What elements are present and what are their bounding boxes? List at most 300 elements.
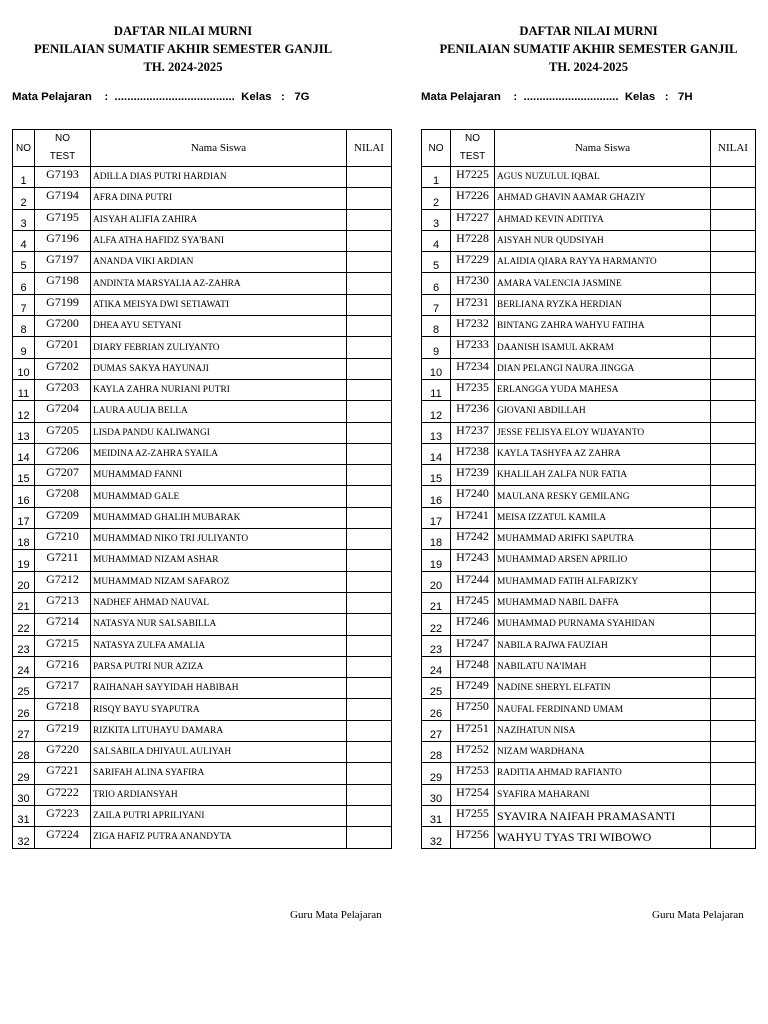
test-number: G7198 — [35, 273, 91, 294]
test-number: G7218 — [35, 699, 91, 720]
table-row — [422, 592, 756, 613]
test-number: H7231 — [451, 294, 495, 315]
grade-table — [421, 129, 756, 849]
test-number: H7236 — [451, 401, 495, 422]
row-number: 25 — [13, 678, 35, 699]
student-name: JESSE FELISYA ELOY WIJAYANTO — [495, 422, 711, 443]
row-number: 26 — [13, 699, 35, 720]
grade-cell[interactable] — [347, 252, 392, 273]
table-row — [13, 273, 392, 294]
table-row — [13, 805, 392, 826]
row-number: 10 — [13, 358, 35, 379]
grade-cell[interactable] — [347, 167, 392, 188]
grade-cell[interactable] — [347, 507, 392, 528]
table-row — [422, 294, 756, 315]
grade-cell[interactable] — [347, 678, 392, 699]
table-row — [422, 379, 756, 400]
student-name: RISQY BAYU SYAPUTRA — [91, 699, 347, 720]
table-row — [422, 529, 756, 550]
row-number: 14 — [422, 443, 451, 464]
student-name: MUHAMMAD FATIH ALFARIZKY — [495, 571, 711, 592]
grade-cell[interactable] — [711, 273, 756, 294]
row-number: 18 — [13, 529, 35, 550]
student-name: SARIFAH ALINA SYAFIRA — [91, 763, 347, 784]
grade-cell[interactable] — [347, 784, 392, 805]
student-name: MEISA IZZATUL KAMILA — [495, 507, 711, 528]
grade-cell[interactable] — [347, 294, 392, 315]
header-no: NO — [422, 130, 451, 167]
table-row — [13, 614, 392, 635]
row-number: 3 — [13, 209, 35, 230]
student-name: AFRA DINA PUTRI — [91, 188, 347, 209]
row-number: 5 — [13, 252, 35, 273]
row-number: 21 — [422, 592, 451, 613]
row-number: 20 — [13, 571, 35, 592]
grade-cell[interactable] — [347, 529, 392, 550]
table-row — [422, 465, 756, 486]
student-name: DAANISH ISAMUL AKRAM — [495, 337, 711, 358]
student-name: MUHAMMAD ARIFKI SAPUTRA — [495, 529, 711, 550]
document-subtitle: PENILAIAN SUMATIF AKHIR SEMESTER GANJIL — [33, 42, 333, 56]
academic-year: TH. 2024-2025 — [548, 60, 629, 74]
grade-cell[interactable] — [347, 656, 392, 677]
student-name: WAHYU TYAS TRI WIBOWO — [495, 827, 711, 848]
student-name: MEIDINA AZ-ZAHRA SYAILA — [91, 443, 347, 464]
table-row — [13, 230, 392, 251]
grade-cell[interactable] — [347, 230, 392, 251]
grade-cell[interactable] — [711, 379, 756, 400]
row-number: 11 — [422, 379, 451, 400]
table-row — [422, 507, 756, 528]
student-name: AISYAH ALIFIA ZAHIRA — [91, 209, 347, 230]
row-number: 19 — [13, 550, 35, 571]
student-name: MUHAMMAD NIZAM SAFAROZ — [91, 571, 347, 592]
grade-cell[interactable] — [711, 763, 756, 784]
student-name: GIOVANI ABDILLAH — [495, 401, 711, 422]
test-number: H7251 — [451, 720, 495, 741]
test-number: G7199 — [35, 294, 91, 315]
test-number: G7224 — [35, 827, 91, 848]
student-name: NIZAM WARDHANA — [495, 742, 711, 763]
student-name: ADILLA DIAS PUTRI HARDIAN — [91, 167, 347, 188]
table-row — [422, 784, 756, 805]
test-number: G7215 — [35, 635, 91, 656]
student-name: DUMAS SAKYA HAYUNAJI — [91, 358, 347, 379]
grade-cell[interactable] — [347, 763, 392, 784]
class-7h-panel — [421, 22, 756, 848]
table-row — [422, 422, 756, 443]
grade-cell[interactable] — [347, 316, 392, 337]
test-number: H7225 — [451, 167, 495, 188]
table-row — [13, 742, 392, 763]
grade-cell[interactable] — [347, 614, 392, 635]
test-number: H7256 — [451, 827, 495, 848]
table-row — [13, 358, 392, 379]
student-name: NATASYA ZULFA AMALIA — [91, 635, 347, 656]
table-row — [13, 316, 392, 337]
test-number: H7240 — [451, 486, 495, 507]
student-name: RIZKITA LITUHAYU DAMARA — [91, 720, 347, 741]
row-number: 9 — [422, 337, 451, 358]
student-name: RAIHANAH SAYYIDAH HABIBAH — [91, 678, 347, 699]
test-number: H7228 — [451, 230, 495, 251]
grade-cell[interactable] — [711, 230, 756, 251]
test-number: H7246 — [451, 614, 495, 635]
table-row — [13, 699, 392, 720]
test-number: H7253 — [451, 763, 495, 784]
row-number: 28 — [13, 742, 35, 763]
table-row — [422, 167, 756, 188]
table-row — [13, 784, 392, 805]
row-number: 11 — [13, 379, 35, 400]
student-name: NADINE SHERYL ELFATIN — [495, 678, 711, 699]
row-number: 15 — [13, 465, 35, 486]
student-name: AGUS NUZULUL IQBAL — [495, 167, 711, 188]
test-number: G7209 — [35, 507, 91, 528]
row-number: 14 — [13, 443, 35, 464]
row-number: 4 — [422, 230, 451, 251]
student-name: ALAIDIA QIARA RAYYA HARMANTO — [495, 252, 711, 273]
test-number: G7212 — [35, 571, 91, 592]
test-number: G7220 — [35, 742, 91, 763]
table-header-row — [13, 130, 392, 167]
table-row — [13, 720, 392, 741]
table-row — [13, 507, 392, 528]
row-number: 18 — [422, 529, 451, 550]
grade-cell[interactable] — [711, 529, 756, 550]
row-number: 5 — [422, 252, 451, 273]
test-number: H7238 — [451, 443, 495, 464]
row-number: 17 — [422, 507, 451, 528]
document-subtitle: PENILAIAN SUMATIF AKHIR SEMESTER GANJIL — [439, 42, 738, 56]
test-number: H7245 — [451, 592, 495, 613]
table-row — [422, 273, 756, 294]
student-name: MUHAMMAD GHALIH MUBARAK — [91, 507, 347, 528]
table-row — [13, 294, 392, 315]
header-no-test: NO TEST — [35, 130, 91, 167]
table-row — [13, 486, 392, 507]
row-number: 12 — [422, 401, 451, 422]
grade-cell[interactable] — [347, 465, 392, 486]
test-number: H7230 — [451, 273, 495, 294]
row-number: 31 — [422, 805, 451, 826]
test-number: H7249 — [451, 678, 495, 699]
table-row — [422, 443, 756, 464]
grade-cell[interactable] — [711, 635, 756, 656]
grade-cell[interactable] — [711, 167, 756, 188]
document-title: DAFTAR NILAI MURNI — [519, 24, 658, 38]
student-name: BINTANG ZAHRA WAHYU FATIHA — [495, 316, 711, 337]
row-number: 24 — [422, 656, 451, 677]
grade-cell[interactable] — [711, 699, 756, 720]
grade-cell[interactable] — [711, 678, 756, 699]
student-name: ERLANGGA YUDA MAHESA — [495, 379, 711, 400]
row-number: 7 — [422, 294, 451, 315]
table-row — [422, 827, 756, 848]
grade-cell[interactable] — [347, 592, 392, 613]
test-number: G7208 — [35, 486, 91, 507]
student-name: AISYAH NUR QUDSIYAH — [495, 230, 711, 251]
table-row — [13, 422, 392, 443]
table-row — [422, 699, 756, 720]
grade-cell[interactable] — [347, 635, 392, 656]
test-number: H7241 — [451, 507, 495, 528]
test-number: G7203 — [35, 379, 91, 400]
grade-cell[interactable] — [347, 486, 392, 507]
student-name: NATASYA NUR SALSABILLA — [91, 614, 347, 635]
row-number: 32 — [13, 827, 35, 848]
header-no: NO — [13, 130, 35, 167]
table-row — [13, 252, 392, 273]
table-row — [422, 230, 756, 251]
test-number: H7247 — [451, 635, 495, 656]
grade-cell[interactable] — [347, 337, 392, 358]
table-row — [422, 742, 756, 763]
test-number: H7250 — [451, 699, 495, 720]
grade-cell[interactable] — [347, 742, 392, 763]
grade-cell[interactable] — [711, 337, 756, 358]
row-number: 9 — [13, 337, 35, 358]
test-number: H7235 — [451, 379, 495, 400]
student-name: LISDA PANDU KALIWANGI — [91, 422, 347, 443]
class-7g-panel — [12, 22, 384, 848]
test-number: H7232 — [451, 316, 495, 337]
grade-cell[interactable] — [711, 614, 756, 635]
row-number: 8 — [13, 316, 35, 337]
grade-cell[interactable] — [347, 550, 392, 571]
grade-cell[interactable] — [347, 699, 392, 720]
student-name: KAYLA TASHYFA AZ ZAHRA — [495, 443, 711, 464]
test-number: H7244 — [451, 571, 495, 592]
row-number: 22 — [422, 614, 451, 635]
test-number: H7252 — [451, 742, 495, 763]
grade-cell[interactable] — [711, 720, 756, 741]
table-row — [422, 614, 756, 635]
table-row — [13, 465, 392, 486]
row-number: 2 — [422, 188, 451, 209]
table-row — [13, 571, 392, 592]
grade-cell[interactable] — [711, 443, 756, 464]
table-row — [13, 379, 392, 400]
table-row — [422, 252, 756, 273]
table-row — [13, 337, 392, 358]
table-row — [422, 720, 756, 741]
header-grade: NILAI — [711, 130, 756, 167]
student-name: AMARA VALENCIA JASMINE — [495, 273, 711, 294]
grade-cell[interactable] — [711, 294, 756, 315]
grade-cell[interactable] — [347, 720, 392, 741]
row-number: 30 — [422, 784, 451, 805]
row-number: 27 — [422, 720, 451, 741]
table-row — [422, 550, 756, 571]
grade-cell[interactable] — [711, 486, 756, 507]
table-row — [13, 401, 392, 422]
grade-cell[interactable] — [347, 273, 392, 294]
student-name: MAULANA RESKY GEMILANG — [495, 486, 711, 507]
row-number: 10 — [422, 358, 451, 379]
academic-year: TH. 2024-2025 — [143, 60, 223, 74]
grade-cell[interactable] — [711, 656, 756, 677]
test-number: G7195 — [35, 209, 91, 230]
test-number: G7211 — [35, 550, 91, 571]
test-number: H7255 — [451, 805, 495, 826]
grade-cell[interactable] — [347, 209, 392, 230]
test-number: G7223 — [35, 805, 91, 826]
table-row — [422, 486, 756, 507]
test-number: G7214 — [35, 614, 91, 635]
student-name: KHALILAH ZALFA NUR FATIA — [495, 465, 711, 486]
table-row — [422, 656, 756, 677]
student-name: NABILA RAJWA FAUZIAH — [495, 635, 711, 656]
row-number: 3 — [422, 209, 451, 230]
header-no-test: NO TEST — [451, 130, 495, 167]
row-number: 6 — [13, 273, 35, 294]
grade-cell[interactable] — [711, 209, 756, 230]
row-number: 8 — [422, 316, 451, 337]
test-number: G7204 — [35, 401, 91, 422]
row-number: 13 — [13, 422, 35, 443]
grade-cell[interactable] — [347, 571, 392, 592]
table-row — [422, 358, 756, 379]
grade-cell[interactable] — [347, 401, 392, 422]
table-row — [13, 656, 392, 677]
grade-cell[interactable] — [347, 805, 392, 826]
table-row — [13, 209, 392, 230]
row-number: 22 — [13, 614, 35, 635]
table-row — [13, 550, 392, 571]
test-number: H7248 — [451, 656, 495, 677]
test-number: H7233 — [451, 337, 495, 358]
test-number: G7217 — [35, 678, 91, 699]
grade-cell[interactable] — [347, 379, 392, 400]
student-name: ZIGA HAFIZ PUTRA ANANDYTA — [91, 827, 347, 848]
student-name: MUHAMMAD ARSEN APRILIO — [495, 550, 711, 571]
grade-cell[interactable] — [711, 401, 756, 422]
student-name: RADITIA AHMAD RAFIANTO — [495, 763, 711, 784]
test-number: G7221 — [35, 763, 91, 784]
student-name: MUHAMMAD NIZAM ASHAR — [91, 550, 347, 571]
test-number: G7213 — [35, 592, 91, 613]
test-number: G7201 — [35, 337, 91, 358]
test-number: G7193 — [35, 167, 91, 188]
grade-cell[interactable] — [711, 252, 756, 273]
test-number: G7222 — [35, 784, 91, 805]
grade-cell[interactable] — [711, 188, 756, 209]
test-number: H7226 — [451, 188, 495, 209]
grade-cell[interactable] — [711, 784, 756, 805]
grade-cell[interactable] — [347, 443, 392, 464]
student-name: SYAVIRA NAIFAH PRAMASANTI — [495, 805, 711, 826]
row-number: 23 — [422, 635, 451, 656]
student-name: DIARY FEBRIAN ZULIYANTO — [91, 337, 347, 358]
table-row — [422, 316, 756, 337]
grade-cell[interactable] — [347, 422, 392, 443]
header-grade: NILAI — [347, 130, 392, 167]
grade-cell[interactable] — [711, 507, 756, 528]
row-number: 31 — [13, 805, 35, 826]
row-number: 16 — [422, 486, 451, 507]
grade-cell[interactable] — [347, 188, 392, 209]
row-number: 6 — [422, 273, 451, 294]
row-number: 24 — [13, 656, 35, 677]
grade-cell[interactable] — [711, 805, 756, 826]
grade-cell[interactable] — [711, 742, 756, 763]
header-student-name: Nama Siswa — [91, 130, 347, 167]
student-name: NABILATU NA'IMAH — [495, 656, 711, 677]
student-name: MUHAMMAD FANNI — [91, 465, 347, 486]
test-number: H7229 — [451, 252, 495, 273]
table-row — [422, 763, 756, 784]
grade-cell[interactable] — [711, 827, 756, 848]
student-name: DHEA AYU SETYANI — [91, 316, 347, 337]
student-name: DIAN PELANGI NAURA JINGGA — [495, 358, 711, 379]
student-name: ANDINTA MARSYALIA AZ-ZAHRA — [91, 273, 347, 294]
row-number: 1 — [422, 167, 451, 188]
test-number: H7239 — [451, 465, 495, 486]
table-row — [422, 635, 756, 656]
teacher-signature-label: Guru Mata Pelajaran — [652, 909, 744, 921]
table-row — [13, 763, 392, 784]
grade-cell[interactable] — [347, 358, 392, 379]
table-row — [422, 337, 756, 358]
test-number: G7219 — [35, 720, 91, 741]
student-name: KAYLA ZAHRA NURIANI PUTRI — [91, 379, 347, 400]
row-number: 28 — [422, 742, 451, 763]
grade-cell[interactable] — [347, 827, 392, 848]
student-name: AHMAD GHAVIN AAMAR GHAZIY — [495, 188, 711, 209]
table-row — [13, 529, 392, 550]
student-name: SYAFIRA MAHARANI — [495, 784, 711, 805]
subject-class-line: Mata Pelajaran : .............................. Kelas : 7H — [421, 91, 693, 103]
grade-cell[interactable] — [711, 316, 756, 337]
grade-cell[interactable] — [711, 422, 756, 443]
table-row — [13, 635, 392, 656]
row-number: 23 — [13, 635, 35, 656]
test-number: G7196 — [35, 230, 91, 251]
row-number: 30 — [13, 784, 35, 805]
student-name: TRIO ARDIANSYAH — [91, 784, 347, 805]
table-row — [13, 678, 392, 699]
student-name: MUHAMMAD NIKO TRI JULIYANTO — [91, 529, 347, 550]
row-number: 4 — [13, 230, 35, 251]
table-row — [13, 443, 392, 464]
row-number: 17 — [13, 507, 35, 528]
test-number: G7200 — [35, 316, 91, 337]
grade-cell[interactable] — [711, 592, 756, 613]
student-name: BERLIANA RYZKA HERDIAN — [495, 294, 711, 315]
row-number: 16 — [13, 486, 35, 507]
test-number: H7243 — [451, 550, 495, 571]
grade-cell[interactable] — [711, 358, 756, 379]
test-number: G7205 — [35, 422, 91, 443]
grade-cell[interactable] — [711, 571, 756, 592]
grade-cell[interactable] — [711, 465, 756, 486]
row-number: 32 — [422, 827, 451, 848]
row-number: 12 — [13, 401, 35, 422]
table-row — [13, 188, 392, 209]
row-number: 15 — [422, 465, 451, 486]
row-number: 29 — [13, 763, 35, 784]
table-row — [13, 827, 392, 848]
grade-cell[interactable] — [711, 550, 756, 571]
test-number: G7216 — [35, 656, 91, 677]
row-number: 25 — [422, 678, 451, 699]
row-number: 21 — [13, 592, 35, 613]
row-number: 26 — [422, 699, 451, 720]
test-number: G7194 — [35, 188, 91, 209]
test-number: H7242 — [451, 529, 495, 550]
test-number: G7210 — [35, 529, 91, 550]
